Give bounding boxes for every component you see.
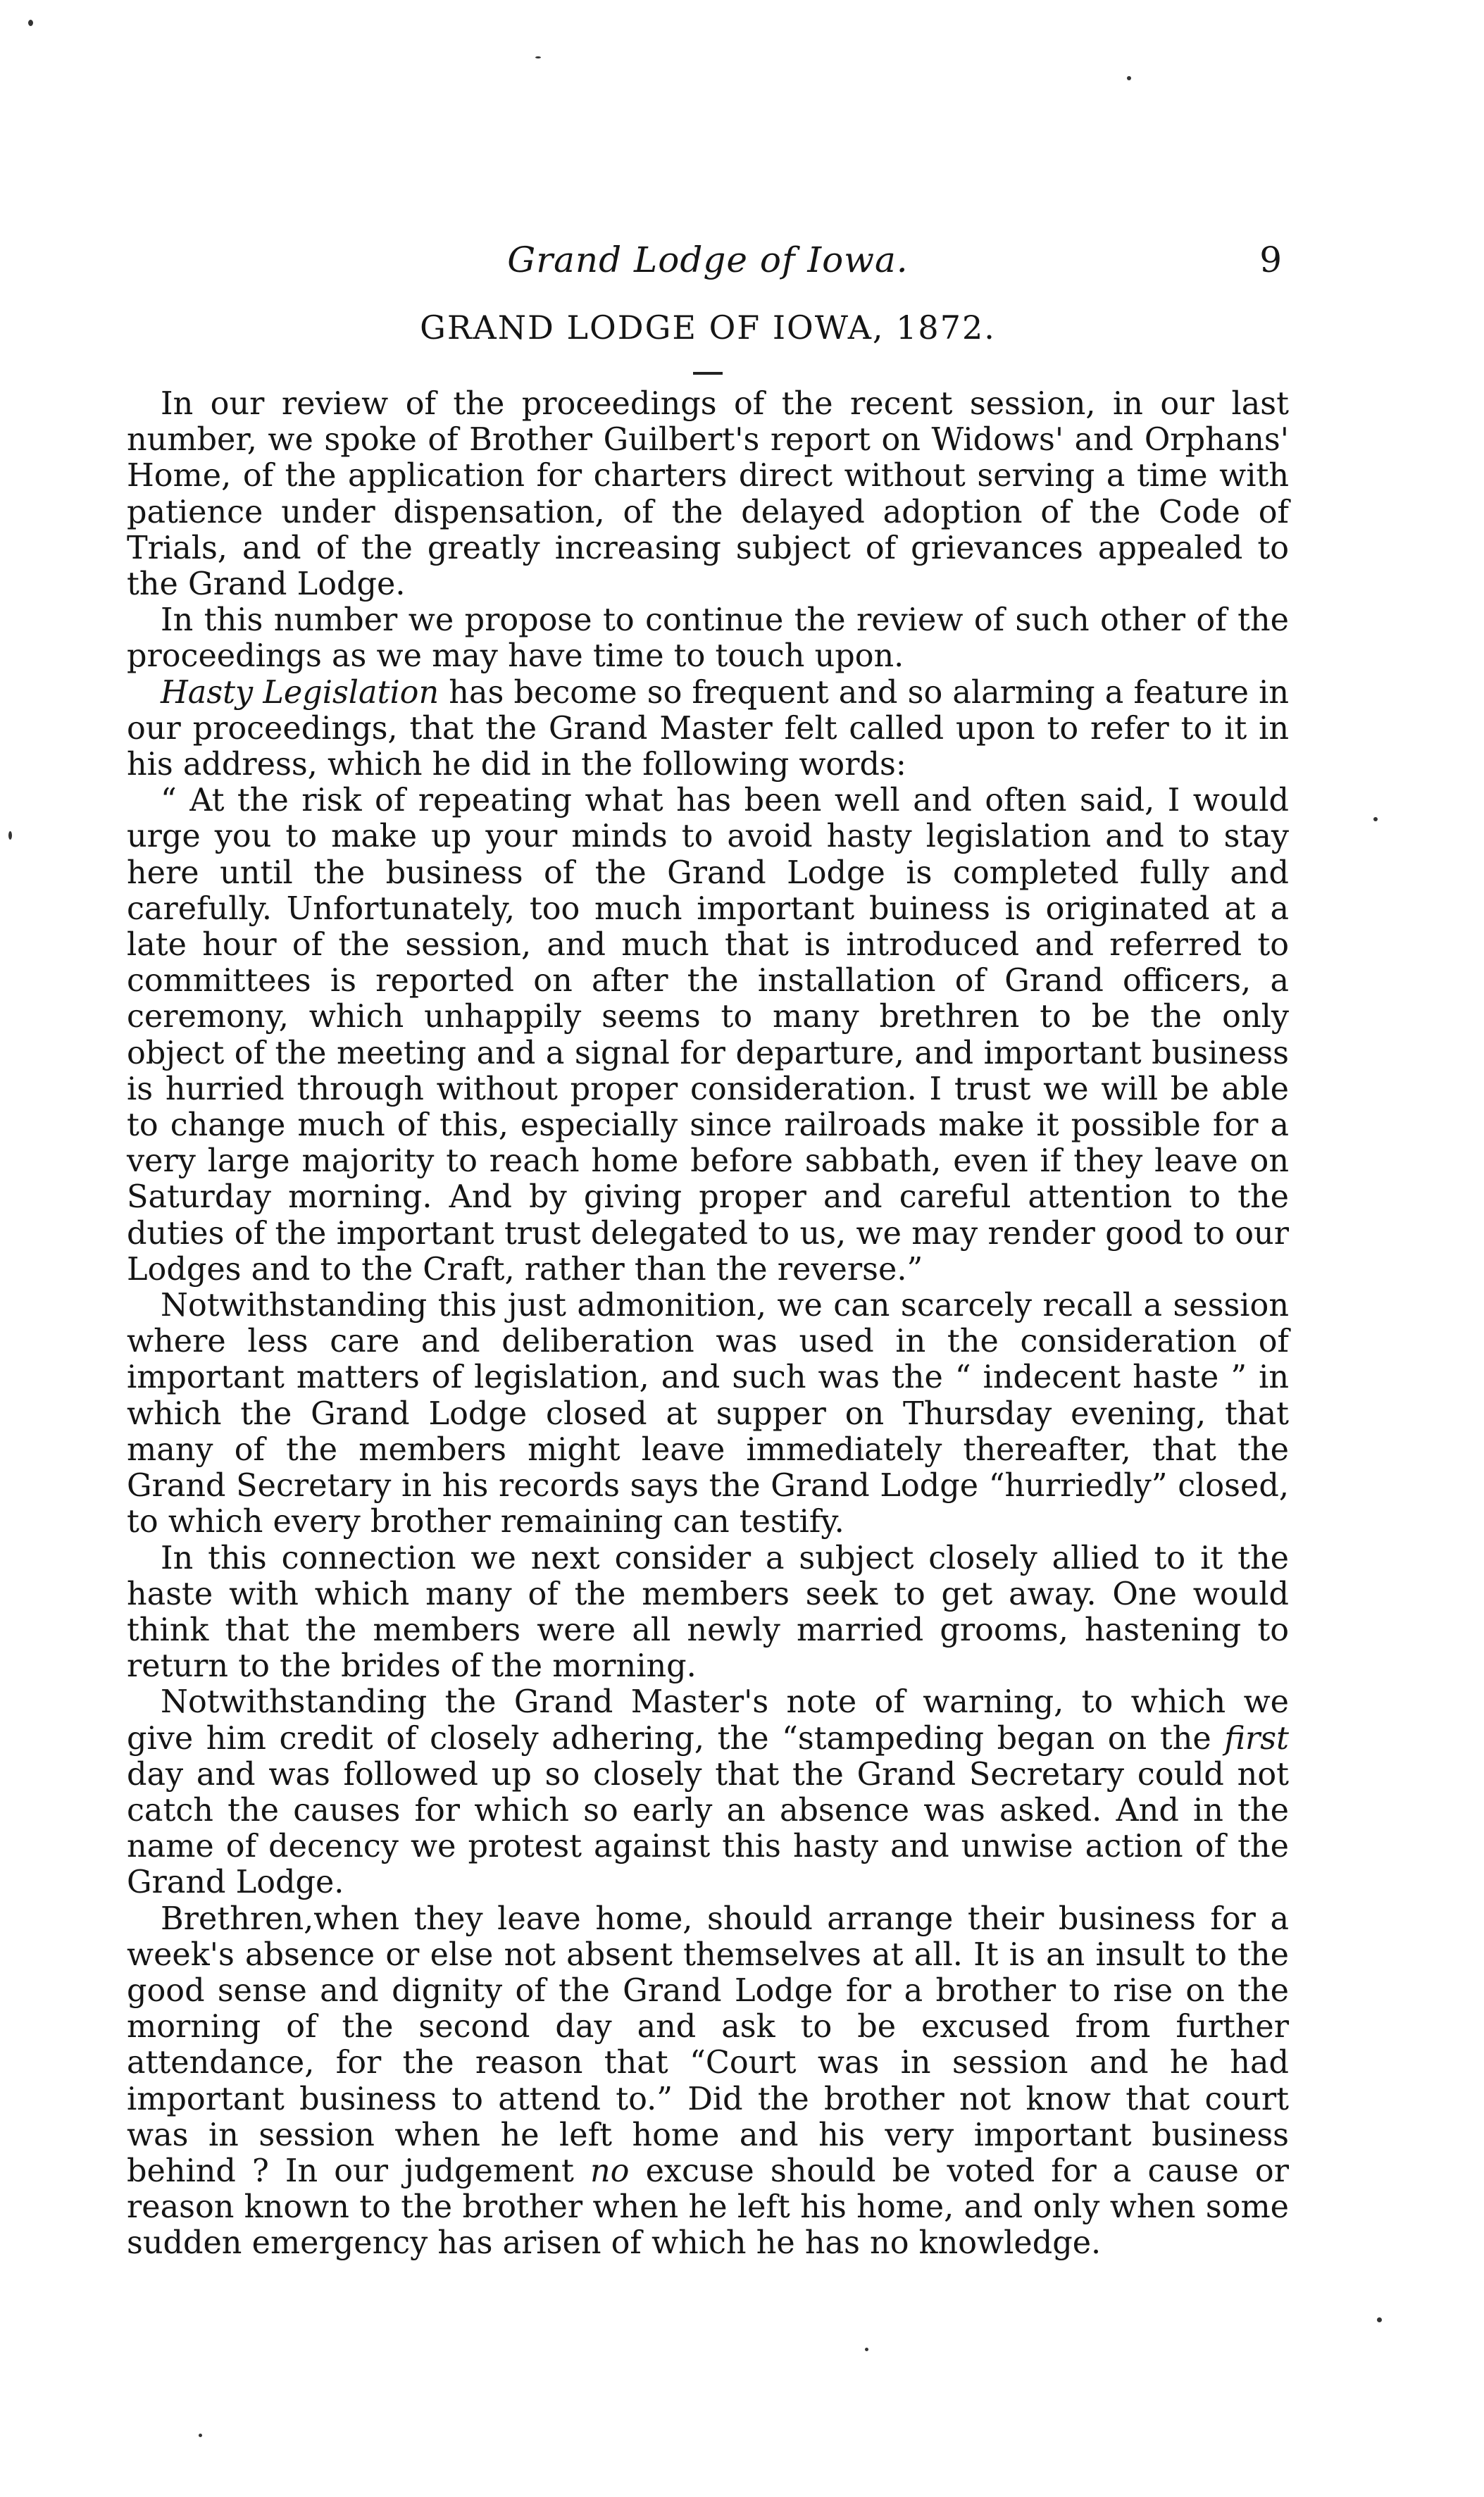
scan-speck bbox=[865, 2348, 868, 2351]
paragraph-8-text-a: Brethren,when they leave home, should arrange their business for a week's absence or else not absent themselves at all. It is an insult to the good sense and dignity of the Grand Lodge for a brother to rise on the morning of the second day and ask to be excused from further attendance, for the reason that “Court was in session and he had important business to attend to.” Did the brother not know that court was in session when he left home and his very important business behind ? In our judgement bbox=[127, 1900, 1289, 2189]
scan-speck bbox=[28, 20, 33, 26]
scan-speck bbox=[1373, 817, 1378, 821]
scan-speck bbox=[8, 831, 12, 840]
paragraph-5: Notwithstanding this just admonition, we can scarcely recall a session where less care and deliberation was used in the consideration of important matters of legislation, and such was the “ indecent haste ” in which the Grand Lodge closed at supper on Thursday evening, that many of the members might leave immediately thereafter, that the Grand Secretary in his records says the Grand Lodge “hurriedly” closed, to which every brother remaining can testify. bbox=[127, 1288, 1289, 1540]
heading-rule bbox=[693, 372, 723, 375]
paragraph-7-emphasis: first bbox=[1224, 1720, 1289, 1757]
paragraph-7-text-b: day and was followed up so closely that the Grand Secretary could not catch the causes for which so early an absence was asked. And in the name of decency we protest against this hasty and unwise action of the Grand Lodge. bbox=[127, 1756, 1289, 1901]
paragraph-2: In this number we propose to continue the review of such other of the proceedings as we may have time to touch upon. bbox=[127, 602, 1289, 675]
running-head bbox=[127, 232, 1289, 296]
paragraph-7 bbox=[127, 1684, 1289, 1900]
scan-speck bbox=[199, 2434, 202, 2437]
page bbox=[127, 232, 1289, 2262]
paragraph-1: In our review of the proceedings of the recent session, in our last number, we spoke of Brother Guilbert's report on Widows' and Orphans' Home, of the application for charters direct without serving a time with patience under dispensation, of the delayed adoption of the Code of Trials, and of the greatly increasing subject of grievances appealed to the Grand Lodge. bbox=[127, 386, 1289, 603]
running-title: Grand Lodge of Iowa. bbox=[507, 239, 909, 280]
paragraph-7-text-a: Notwithstanding the Grand Master's note of warning, to which we give him credit of closely adhering, the “stampeding began on the bbox=[127, 1684, 1289, 1757]
grand-master-quote: “ At the risk of repeating what has been well and often said, I would urge you to make up your minds to avoid hasty legislation and to stay here until the business of the Grand Lodge is completed fully and carefully. Unfortunately, too much important buiness is originated at a late hour of the session, and much that is introduced and referred to committees is reported on after the installation of Grand officers, a ceremony, which unhappily seems to many brethren to be the only object of the meeting and a signal for departure, and important business is hurried through without proper consideration. I trust we will be able to change much of this, especially since railroads make it possible for a very large majority to reach home before sabbath, even if they leave on Saturday morning. And by giving proper and careful attention to the duties of the important trust delegated to us, we may render good to our Lodges and to the Craft, rather than the reverse.” bbox=[127, 783, 1289, 1288]
scan-speck bbox=[535, 56, 541, 58]
page-number: 9 bbox=[1259, 239, 1282, 280]
hasty-legislation-phrase: Hasty Legislation bbox=[161, 674, 439, 711]
paragraph-8-emphasis: no bbox=[590, 2153, 630, 2189]
paragraph-8 bbox=[127, 1901, 1289, 2262]
paragraph-3-text: has become so frequent and so alarming a feature in our proceedings, that the Grand Master felt called upon to refer to it in his address, which he did in the following words: bbox=[127, 674, 1289, 783]
article-heading: GRAND LODGE OF IOWA, 1872. bbox=[420, 309, 996, 347]
paragraph-8-text-b: excuse should be voted for a cause or reason known to the brother when he left his home, and only when some sudden emergency has arisen of which he has no knowledge. bbox=[127, 2153, 1289, 2262]
paragraph-6: In this connection we next consider a subject closely allied to it the haste with which many of the members seek to get away. One would think that the members were all newly married grooms, hastening to return to the brides of the morning. bbox=[127, 1540, 1289, 1685]
scan-speck bbox=[1127, 76, 1131, 80]
article-body bbox=[127, 386, 1289, 2262]
scan-speck bbox=[1377, 2317, 1382, 2322]
paragraph-3 bbox=[127, 675, 1289, 783]
